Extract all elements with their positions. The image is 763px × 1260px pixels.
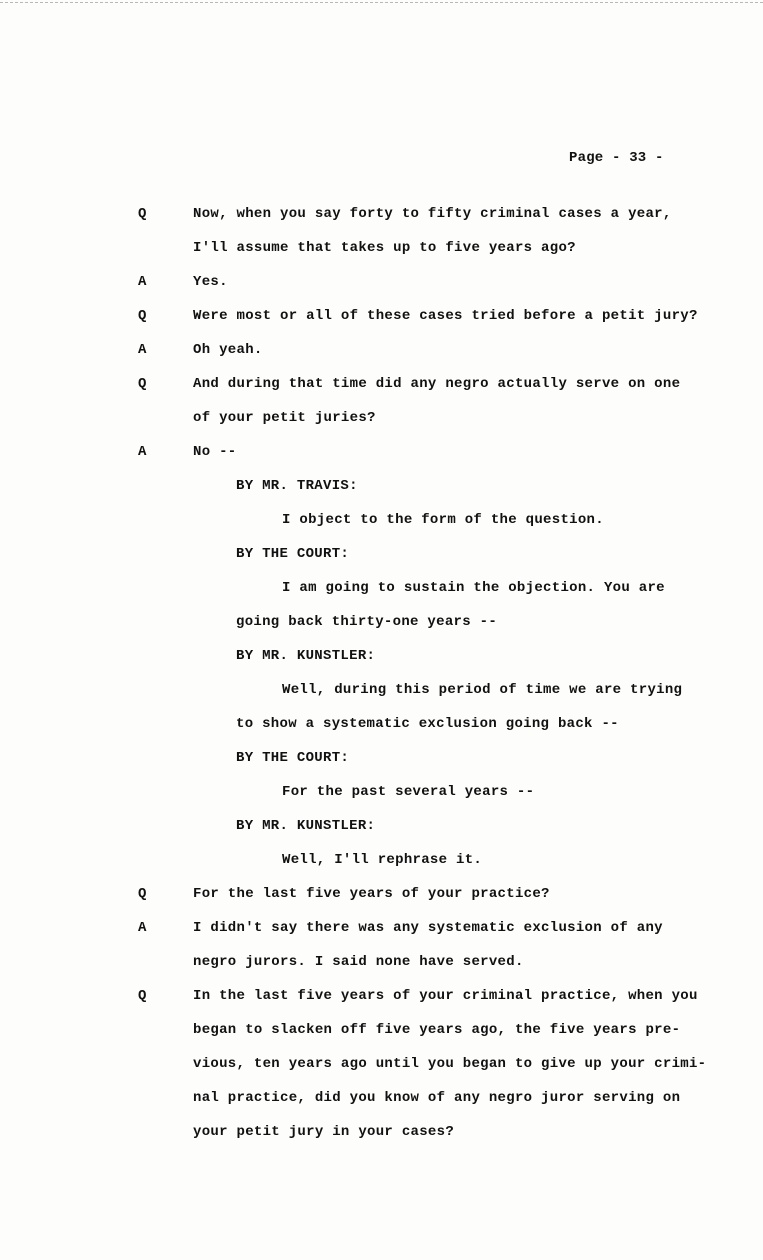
speaker-marker: Q: [138, 308, 147, 324]
speaker-marker: A: [138, 920, 147, 936]
transcript-line: For the last five years of your practice?: [193, 886, 550, 902]
transcript-line: Yes.: [193, 274, 228, 290]
transcript-line: your petit jury in your cases?: [193, 1124, 455, 1140]
transcript-line: I am going to sustain the objection. You are: [282, 580, 665, 596]
speaker-heading: BY THE COURT:: [236, 750, 350, 766]
speaker-marker: Q: [138, 886, 147, 902]
transcript-line: Were most or all of these cases tried before a petit jury?: [193, 308, 698, 324]
transcript-line: No --: [193, 444, 237, 460]
top-border-rule: [0, 2, 763, 3]
transcript-line: Oh yeah.: [193, 342, 263, 358]
speaker-marker: Q: [138, 206, 147, 222]
transcript-line: I object to the form of the question.: [282, 512, 604, 528]
speaker-heading: BY THE COURT:: [236, 546, 350, 562]
transcript-line: nal practice, did you know of any negro juror serving on: [193, 1090, 681, 1106]
transcript-line: Now, when you say forty to fifty criminal cases a year,: [193, 206, 672, 222]
transcript-line: to show a systematic exclusion going back --: [236, 716, 619, 732]
transcript-line: Well, I'll rephrase it.: [282, 852, 483, 868]
transcript-line: going back thirty-one years --: [236, 614, 498, 630]
speaker-heading: BY MR. KUNSTLER:: [236, 818, 376, 834]
transcript-line: I didn't say there was any systematic exclusion of any: [193, 920, 663, 936]
speaker-heading: BY MR. KUNSTLER:: [236, 648, 376, 664]
transcript-line: I'll assume that takes up to five years ago?: [193, 240, 576, 256]
speaker-marker: Q: [138, 988, 147, 1004]
page-number: Page - 33 -: [569, 150, 664, 166]
speaker-marker: A: [138, 274, 147, 290]
transcript-line: Well, during this period of time we are trying: [282, 682, 683, 698]
transcript-line: And during that time did any negro actually serve on one: [193, 376, 681, 392]
transcript-line: For the past several years --: [282, 784, 535, 800]
transcript-line: of your petit juries?: [193, 410, 376, 426]
speaker-marker: Q: [138, 376, 147, 392]
speaker-marker: A: [138, 444, 147, 460]
transcript-line: In the last five years of your criminal practice, when you: [193, 988, 698, 1004]
transcript-line: vious, ten years ago until you began to give up your crimi-: [193, 1056, 707, 1072]
transcript-line: negro jurors. I said none have served.: [193, 954, 524, 970]
speaker-marker: A: [138, 342, 147, 358]
transcript-line: began to slacken off five years ago, the five years pre-: [193, 1022, 681, 1038]
speaker-heading: BY MR. TRAVIS:: [236, 478, 358, 494]
